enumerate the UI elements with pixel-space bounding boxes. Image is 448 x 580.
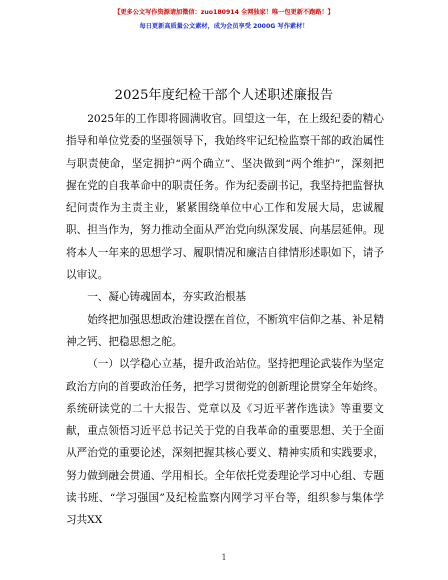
intro-paragraph: 2025年的工作即将圆满收官。回望这一年，在上级纪委的精心指导和单位党委的坚强领导下，我始终牢记纪检监察干部的政治属性与职责使命，坚定拥护“两个确立”、坚决做到“两个维护”，深刻把握在党的自我革命中的职责任务。作为纪委副书记，我坚持把监督执纪问责作为主责主业，紧紧围绕单位中心工作和发展大局，忠诚履职、担当作为，努力推动全面从严治党向纵深发展、向基层延伸。现将本人一年来的思想学习、履职情况和廉洁自律情形述职如下，请予以审议。: [66, 113, 384, 282]
page-number: 1: [221, 553, 227, 562]
promo-line-red: 【更多公文写作资源请加微信：zuo180914 全网独家！唯一包更新不跑路！】: [114, 9, 334, 16]
section-heading: 一、凝心铸魂固本，夯实政治根基: [87, 291, 247, 304]
promo-header: [0, 6, 448, 34]
section-paragraph: 始终把加强思想政治建设摆在首位，不断筑牢信仰之基、补足精神之钙、把稳思想之舵。: [66, 313, 384, 348]
document-body: [66, 108, 384, 532]
promo-line-blue: 每日更新高质量公文素材，成为会员享受 2000G 写作素材！: [139, 23, 309, 30]
subsection-paragraph: （一）以学稳心立基，提升政治站位。坚持把理论武装作为坚定政治方向的首要政治任务，把学习贯彻党的创新理论贯穿全年始终。系统研读党的二十大报告、党章以及《习近平著作选读》等重要文献，重点领悟习近平总书记关于党的自我革命的重要思想、关于全面从严治党的重要论述，深刻把握其核心要义、精神实质和实践要求，努力做到融会贯通、学用相长。全年依托党委理论学习中心组、专题读书班、“学习强国”及纪检监察内网学习平台等，组织参与集体学习共XX: [66, 358, 384, 527]
document-title: 2025年度纪检干部个人述职述廉报告: [114, 88, 334, 103]
